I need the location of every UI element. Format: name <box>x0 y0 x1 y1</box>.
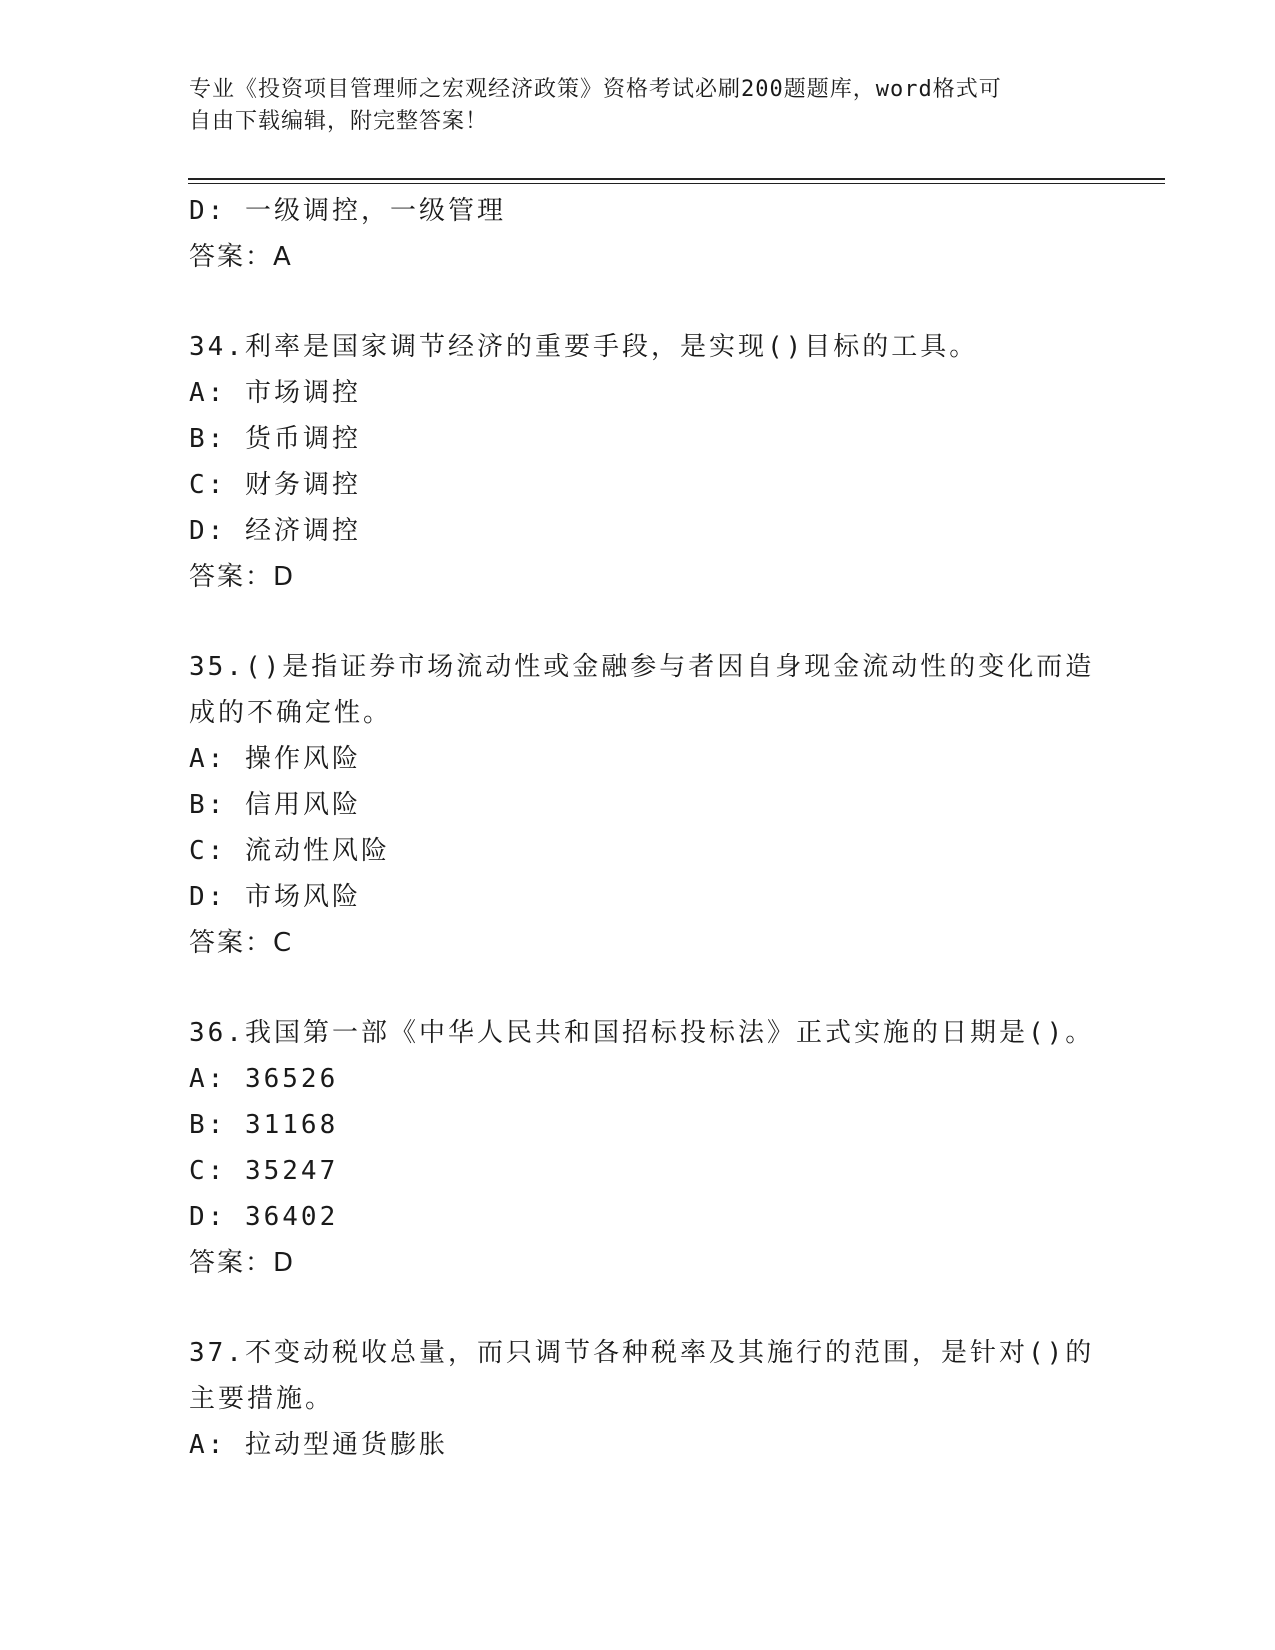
header-line-1: 专业《投资项目管理师之宏观经济政策》资格考试必刷200题题库，word格式可 <box>189 77 1002 102</box>
question-block-35 <box>189 644 1095 966</box>
question-block-33 <box>189 188 1089 280</box>
question-list <box>189 188 1095 1468</box>
option-d: D: 市场风险 <box>189 882 361 912</box>
option-b: B: 信用风险 <box>189 790 361 820</box>
option-a: A: 操作风险 <box>189 744 361 774</box>
question-block-36 <box>189 1010 1095 1286</box>
page-header <box>189 74 1089 138</box>
answer-line: 答案：D <box>189 1248 296 1278</box>
question-block-37 <box>189 1330 1095 1468</box>
header-divider-thick <box>188 178 1165 180</box>
question-text-line-2: 成的不确定性。 <box>189 698 393 728</box>
option-a: A: 36526 <box>189 1064 339 1094</box>
option-a: A: 市场调控 <box>189 378 361 408</box>
answer-line: 答案：A <box>189 242 293 272</box>
option-d: D: 经济调控 <box>189 516 361 546</box>
question-text-line-2: 主要措施。 <box>189 1384 335 1414</box>
option-c: C: 35247 <box>189 1156 339 1186</box>
header-divider-thin <box>188 183 1165 184</box>
option-c: C: 流动性风险 <box>189 836 390 866</box>
header-line-2: 自由下载编辑，附完整答案！ <box>189 109 489 134</box>
answer-line: 答案：C <box>189 928 294 958</box>
option-d: D: 36402 <box>189 1202 339 1232</box>
option-c: C: 财务调控 <box>189 470 361 500</box>
question-text-line-1: 35.()是指证券市场流动性或金融参与者因自身现金流动性的变化而造 <box>189 652 1095 682</box>
question-text-line-1: 37.不变动税收总量，而只调节各种税率及其施行的范围，是针对()的 <box>189 1338 1095 1368</box>
option-b: B: 货币调控 <box>189 424 361 454</box>
option-b: B: 31168 <box>189 1110 339 1140</box>
question-text: 34.利率是国家调节经济的重要手段，是实现()目标的工具。 <box>189 332 979 362</box>
answer-line: 答案：D <box>189 562 296 592</box>
question-block-34 <box>189 324 1089 600</box>
option-d: D: 一级调控，一级管理 <box>189 196 506 226</box>
question-text: 36.我国第一部《中华人民共和国招标投标法》正式实施的日期是()。 <box>189 1018 1095 1048</box>
option-a: A: 拉动型通货膨胀 <box>189 1430 448 1460</box>
